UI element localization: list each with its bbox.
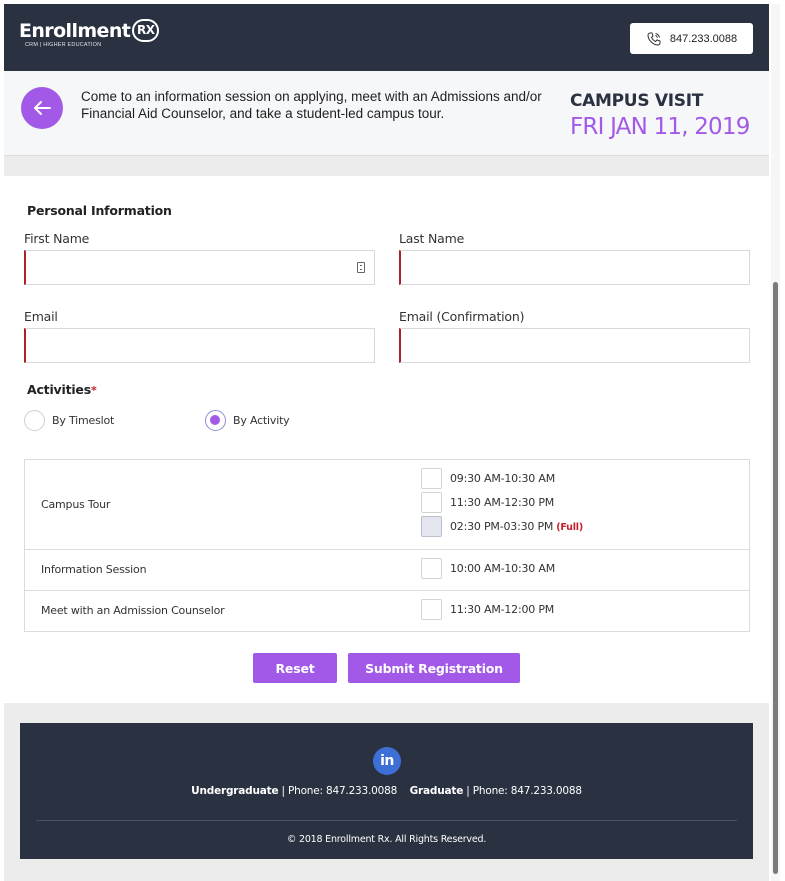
undergrad-label: Undergraduate	[191, 785, 279, 797]
radio-by-activity[interactable]	[205, 410, 226, 431]
activity-row-admission-counselor	[25, 591, 749, 631]
timeslot-label: 11:30 AM-12:00 PM	[450, 603, 555, 616]
page-scrollbar[interactable]	[771, 4, 780, 881]
timeslot-label: 11:30 AM-12:30 PM	[450, 496, 555, 509]
activities-title	[27, 382, 97, 397]
radio-by-timeslot[interactable]	[24, 410, 45, 431]
timeslot-checkbox[interactable]	[421, 558, 442, 579]
timeslot-full	[421, 516, 583, 537]
page-viewport	[4, 4, 769, 881]
event-description: Come to an information session on applying, meet with an Admissions and/or Financial Aid Counselor, and take a student-led campus tour.	[81, 89, 542, 121]
activities-table	[24, 459, 750, 632]
radio-by-activity-label[interactable]: By Activity	[233, 414, 290, 427]
scrollbar-thumb[interactable]	[773, 282, 778, 874]
event-date: FRI JAN 11, 2019	[570, 114, 750, 140]
email-confirm-label: Email (Confirmation)	[399, 309, 525, 324]
section-title: Personal Information	[27, 203, 172, 218]
undergrad-phone: | Phone: 847.233.0088	[281, 785, 398, 797]
activity-name: Meet with an Admission Counselor	[41, 604, 225, 617]
phone-icon	[646, 31, 662, 47]
registration-form	[4, 176, 769, 703]
required-marker: *	[90, 384, 97, 397]
top-bar	[4, 4, 769, 71]
phone-button[interactable]	[630, 23, 753, 54]
linkedin-icon[interactable]: in	[373, 747, 401, 775]
activities-title-text: Activities	[27, 382, 91, 397]
last-name-label: Last Name	[399, 231, 465, 246]
footer-contact	[20, 785, 753, 797]
logo-text: Enrollment	[19, 19, 131, 42]
submit-registration-button[interactable]: Submit Registration	[348, 653, 520, 683]
radio-by-timeslot-label[interactable]: By Timeslot	[52, 414, 115, 427]
logo[interactable]	[19, 19, 159, 48]
timeslot-checkbox[interactable]	[421, 492, 442, 513]
reset-button[interactable]: Reset	[253, 653, 337, 683]
timeslot[interactable]	[421, 468, 555, 489]
grad-phone: | Phone: 847.233.0088	[466, 785, 582, 797]
timeslot-checkbox[interactable]	[421, 599, 442, 620]
copyright: © 2018 Enrollment Rx. All Rights Reserved.	[286, 834, 487, 845]
logo-tagline: CRM | HIGHER EDUCATION	[25, 42, 102, 48]
back-button[interactable]	[21, 87, 63, 129]
first-name-field[interactable]	[24, 250, 375, 285]
timeslot[interactable]	[421, 492, 554, 513]
full-badge: (Full)	[556, 522, 583, 533]
last-name-field[interactable]	[399, 250, 750, 285]
email-confirm-field[interactable]	[399, 328, 750, 363]
first-name-label: First Name	[24, 231, 90, 246]
arrow-left-icon	[32, 100, 52, 116]
timeslot[interactable]	[421, 558, 555, 579]
email-field[interactable]	[24, 328, 375, 363]
header-phone-number: 847.233.0088	[669, 32, 738, 45]
event-banner	[4, 71, 769, 156]
timeslot-label: 02:30 PM-03:30 PM	[450, 520, 554, 533]
grad-label: Graduate	[409, 785, 464, 797]
timeslot-label: 09:30 AM-10:30 AM	[450, 472, 555, 485]
activity-name: Information Session	[41, 563, 147, 576]
timeslot-label: 10:00 AM-10:30 AM	[450, 562, 555, 575]
activity-row-information-session	[25, 550, 749, 591]
footer-divider	[36, 820, 737, 821]
activity-row-campus-tour	[25, 460, 749, 550]
activity-name: Campus Tour	[41, 498, 111, 511]
timeslot[interactable]	[421, 599, 554, 620]
timeslot-checkbox[interactable]	[421, 468, 442, 489]
footer	[20, 723, 753, 859]
email-label: Email	[24, 309, 58, 324]
event-title: CAMPUS VISIT	[570, 91, 704, 111]
contact-card-icon[interactable]	[357, 262, 365, 273]
logo-mark: RX	[132, 19, 159, 42]
timeslot-checkbox-disabled	[421, 516, 442, 537]
